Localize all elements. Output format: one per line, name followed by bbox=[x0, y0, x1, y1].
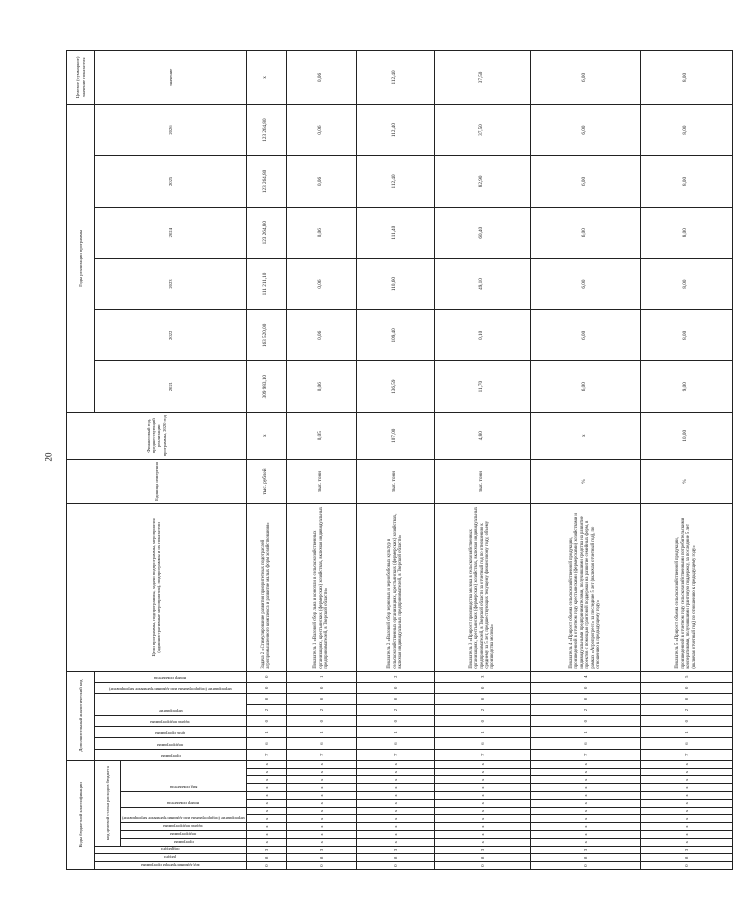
budget-code-cell: х bbox=[246, 831, 286, 839]
analytic-code-cell: 0 bbox=[246, 671, 286, 682]
indicator-name: Показатель 2 «Валовой сбор зерновых и зернобобовых культур в сельскохозяйственных организациях, крестьянских (фермерских) хозяйствах, включая индивидуальных предпринимателей, в Тверской области» bbox=[356, 504, 434, 671]
budget-code-cell: х bbox=[286, 760, 356, 768]
year-value: 6,00 bbox=[530, 310, 640, 361]
analytic-code-cell: 6 bbox=[246, 738, 286, 749]
analytic-code-cell: 0 bbox=[434, 682, 530, 693]
budget-code-cell: х bbox=[530, 815, 640, 823]
analytic-code-cell: 6 bbox=[286, 738, 356, 749]
budget-code-cell: х bbox=[356, 799, 434, 807]
analytic-code-cell: 0 bbox=[640, 682, 732, 693]
analytic-col-3: задача подпрограммы bbox=[150, 720, 191, 726]
target-value: 0,06 bbox=[286, 51, 356, 105]
year-value: 0,10 bbox=[434, 310, 530, 361]
analytic-col-6: номер показателя bbox=[154, 675, 187, 681]
analytic-code-cell: 2 bbox=[434, 705, 530, 716]
analytic-code-cell: 6 bbox=[640, 738, 732, 749]
analytic-code-cell: 7 bbox=[530, 749, 640, 760]
budget-code-cell: х bbox=[640, 823, 732, 831]
budget-code-cell: х bbox=[640, 760, 732, 768]
budget-code-cell: х bbox=[434, 831, 530, 839]
year-value: 11,70 bbox=[434, 361, 530, 412]
base-year-value: 107,00 bbox=[356, 412, 434, 459]
indicator-name: Показатель 4 «Прирост объема сельскохозяйственной продукции, произведенной в отчетном году крестьянскими (фермерскими) хозяйствами и индивидуальными предпринимателями, получившими средства на развитие проектов с помощью грантовой поддержки на развитие семейных ферм, в рамках «Агропрогресс» за последние 5 лет (включая отчетный год), по отношению к предыдущему году» bbox=[530, 504, 640, 671]
analytic-code-cell: 0 bbox=[530, 682, 640, 693]
budget-code-cell: х bbox=[530, 784, 640, 792]
budget-code-cell: 3 bbox=[286, 846, 356, 854]
budget-code-cell: х bbox=[434, 760, 530, 768]
target-value: 112,40 bbox=[356, 51, 434, 105]
budget-code-cell: 8 bbox=[434, 854, 530, 862]
analytic-col-2: цель программы bbox=[155, 731, 186, 737]
extra-right-col: вид показателя bbox=[169, 785, 198, 791]
table-row bbox=[356, 51, 434, 870]
budget-code-cell: х bbox=[246, 784, 286, 792]
unit-cell: тыс. тонн bbox=[434, 459, 530, 504]
analytic-code-cell: 2 bbox=[286, 705, 356, 716]
budget-code-cell: х bbox=[246, 838, 286, 846]
analytic-code-cell: 2 bbox=[356, 705, 434, 716]
year-value: 60,40 bbox=[434, 207, 530, 258]
base-year-value: х bbox=[530, 412, 640, 459]
analytic-code-cell: 0 bbox=[246, 693, 286, 704]
analytic-code-cell: 6 bbox=[356, 738, 434, 749]
budget-code-cell: х bbox=[246, 768, 286, 776]
year-value: 123 264,80 bbox=[246, 207, 286, 258]
goal-name-header: Цели программы, подпрограммы, задачи подпрограммы, мероприятия (административные мероприятия), подпрограммы и их показатели bbox=[67, 504, 247, 671]
year-value: 163 520,00 bbox=[246, 310, 286, 361]
budget-code-cell: х bbox=[530, 838, 640, 846]
budget-code-cell: х bbox=[246, 792, 286, 800]
analytic-code-cell: 7 bbox=[286, 749, 356, 760]
budget-code-cell: 8 bbox=[286, 854, 356, 862]
analytic-code-cell: 0 bbox=[286, 693, 356, 704]
target-header: Целевое (суммарное) значение показателя bbox=[67, 51, 95, 105]
analytic-col-4: мероприятие bbox=[158, 709, 183, 715]
budget-code-cell: 3 bbox=[356, 846, 434, 854]
analytic-col-0: программа bbox=[160, 753, 181, 759]
analytic-code-cell: 7 bbox=[434, 749, 530, 760]
year-value: 112,40 bbox=[356, 104, 434, 155]
target-value: 37,50 bbox=[434, 51, 530, 105]
indicator-name: Показатель 5 «Прирост объема сельскохозяйственной продукции, произведенной в отчетном году сельскохозяйственными потребительскими кооперативами, получившими грантовую поддержку, за последние 5 лет (включая отчетный год) по отношению к предыдущему году» bbox=[640, 504, 732, 671]
budget-code-cell: х bbox=[286, 838, 356, 846]
unit-cell: тыс. тонн bbox=[356, 459, 434, 504]
budget-code-cell: х bbox=[434, 815, 530, 823]
budget-col-1: раздел bbox=[164, 855, 177, 861]
year-value: 8,00 bbox=[640, 258, 732, 309]
budget-code-cell: х bbox=[434, 776, 530, 784]
budget-code-cell: х bbox=[640, 792, 732, 800]
table-row bbox=[530, 51, 640, 870]
budget-code-cell: 0 bbox=[434, 862, 530, 870]
budget-col-3: программа bbox=[173, 839, 194, 845]
analytic-code-cell: 0 bbox=[530, 693, 640, 704]
budget-code-cell: х bbox=[640, 799, 732, 807]
year-value: 6,00 bbox=[530, 361, 640, 412]
budget-code-cell: х bbox=[286, 768, 356, 776]
budget-code-cell: х bbox=[640, 815, 732, 823]
analytic-code-cell: 0 bbox=[356, 716, 434, 727]
budget-code-cell: х bbox=[434, 838, 530, 846]
year-value: 49,10 bbox=[434, 258, 530, 309]
budget-code-cell: х bbox=[246, 815, 286, 823]
analytic-code-cell: 2 bbox=[530, 705, 640, 716]
table-row bbox=[286, 51, 356, 870]
target-value: 8,00 bbox=[640, 51, 732, 105]
analytic-code-cell: 2 bbox=[356, 671, 434, 682]
budget-code-cell: х bbox=[640, 768, 732, 776]
analytic-code-cell: 0 bbox=[640, 716, 732, 727]
budget-codes-header: Коды бюджетной классификации bbox=[67, 760, 95, 869]
analytic-code-cell: 0 bbox=[356, 693, 434, 704]
year-value: 0,06 bbox=[286, 156, 356, 207]
year-value: 6,00 bbox=[530, 207, 640, 258]
analytic-code-cell: 0 bbox=[434, 693, 530, 704]
indicator-name: Задача 2 «Стимулирование развития приоритетных подотраслей агропромышленного комплекса и развитие малых форм хозяйствования» bbox=[246, 504, 286, 671]
analytic-code-cell: 0 bbox=[530, 716, 640, 727]
year-value: 136,59 bbox=[356, 361, 434, 412]
analytic-code-cell: 6 bbox=[434, 738, 530, 749]
budget-code-cell: 0 bbox=[640, 862, 732, 870]
budget-code-cell: х bbox=[640, 831, 732, 839]
year-value: 111 211,10 bbox=[246, 258, 286, 309]
budget-code-cell: х bbox=[434, 792, 530, 800]
year-2024: 2024 bbox=[95, 207, 247, 258]
year-value: 0,06 bbox=[286, 258, 356, 309]
budget-code-cell: х bbox=[286, 831, 356, 839]
base-year-value: х bbox=[246, 412, 286, 459]
kvr-group-header: код целевой статьи расходов бюджета bbox=[95, 760, 121, 846]
table-row bbox=[434, 51, 530, 870]
budget-code-cell: 8 bbox=[356, 854, 434, 862]
year-2022: 2022 bbox=[95, 310, 247, 361]
budget-code-cell: х bbox=[356, 815, 434, 823]
analytic-code-cell: 0 bbox=[246, 716, 286, 727]
value-header: значение bbox=[95, 51, 247, 105]
year-value: 0,06 bbox=[286, 310, 356, 361]
analytic-code-cell: 1 bbox=[286, 727, 356, 738]
analytic-code-cell: 5 bbox=[640, 671, 732, 682]
year-2025: 2025 bbox=[95, 156, 247, 207]
budget-code-cell: х bbox=[434, 807, 530, 815]
budget-code-cell: 8 bbox=[640, 854, 732, 862]
year-value: 0,06 bbox=[286, 361, 356, 412]
unit-cell: тыс. тонн bbox=[286, 459, 356, 504]
rotated-table-sheet bbox=[66, 50, 697, 870]
unit-cell: % bbox=[640, 459, 732, 504]
years-header: Годы реализации программы bbox=[67, 104, 95, 412]
analytic-code-cell: 3 bbox=[434, 671, 530, 682]
year-value: 123 264,80 bbox=[246, 104, 286, 155]
budget-col-0: код администратора программы bbox=[141, 863, 200, 868]
budget-code-cell: 8 bbox=[530, 854, 640, 862]
target-value: х bbox=[246, 51, 286, 105]
budget-code-cell: 3 bbox=[434, 846, 530, 854]
budget-code-cell: х bbox=[434, 799, 530, 807]
budget-code-cell: х bbox=[530, 792, 640, 800]
budget-code-cell: х bbox=[286, 807, 356, 815]
budget-code-cell: х bbox=[356, 768, 434, 776]
base-year-header: Финансовый год, предшествующий реализации программы, 2020 год bbox=[67, 412, 247, 459]
year-value: 309 983,10 bbox=[246, 361, 286, 412]
budget-code-cell: х bbox=[356, 807, 434, 815]
table-row bbox=[246, 51, 286, 870]
budget-code-cell: х bbox=[530, 768, 640, 776]
analytic-code-cell: 2 bbox=[640, 705, 732, 716]
base-year-value: 0,05 bbox=[286, 412, 356, 459]
budget-code-cell: х bbox=[530, 823, 640, 831]
budget-code-cell: 3 bbox=[246, 846, 286, 854]
budget-code-cell: 0 bbox=[286, 862, 356, 870]
budget-code-cell: х bbox=[356, 823, 434, 831]
budget-code-cell: х bbox=[640, 784, 732, 792]
budget-code-cell: 8 bbox=[246, 854, 286, 862]
budget-code-cell: 3 bbox=[530, 846, 640, 854]
budget-code-cell: х bbox=[434, 768, 530, 776]
budget-code-cell: х bbox=[640, 838, 732, 846]
year-value: 6,00 bbox=[530, 156, 640, 207]
year-value: 111,40 bbox=[356, 207, 434, 258]
program-indicators-table bbox=[66, 50, 733, 870]
year-value: 37,50 bbox=[434, 104, 530, 155]
analytic-code-cell: 7 bbox=[356, 749, 434, 760]
budget-code-cell: 0 bbox=[356, 862, 434, 870]
year-value: 6,00 bbox=[530, 258, 640, 309]
year-value: 8,00 bbox=[640, 104, 732, 155]
budget-code-cell: х bbox=[640, 776, 732, 784]
budget-code-cell: х bbox=[356, 760, 434, 768]
budget-code-cell: х bbox=[286, 784, 356, 792]
budget-code-cell: х bbox=[356, 792, 434, 800]
analytic-code-cell: 0 bbox=[434, 716, 530, 727]
analytic-code-cell: 2 bbox=[246, 705, 286, 716]
budget-code-cell: х bbox=[286, 792, 356, 800]
year-value: 110,60 bbox=[356, 258, 434, 309]
budget-col-5: задача подпрограммы bbox=[163, 824, 204, 830]
budget-code-cell: х bbox=[286, 815, 356, 823]
year-value: 9,00 bbox=[640, 361, 732, 412]
unit-cell: тыс. рублей bbox=[246, 459, 286, 504]
year-value: 8,00 bbox=[640, 156, 732, 207]
budget-col-7: номер показателя bbox=[167, 800, 200, 806]
budget-code-cell: х bbox=[530, 799, 640, 807]
budget-code-cell: х bbox=[286, 799, 356, 807]
budget-code-cell: х bbox=[356, 838, 434, 846]
indicator-name: Показатель 3 «Прирост производства молока в сельскохозяйственных организациях, крестьянских (фермерских) хозяйствах, включая индивидуальных предпринимателей, в Тверской области за отчетный год по отношению к среднему за 5 лет, предшествующих текущему финансовому году, объему производства молока» bbox=[434, 504, 530, 671]
budget-code-cell: 0 bbox=[246, 862, 286, 870]
budget-code-cell: х bbox=[434, 823, 530, 831]
year-2021: 2021 bbox=[95, 361, 247, 412]
budget-code-cell: х bbox=[640, 807, 732, 815]
year-2023: 2023 bbox=[95, 258, 247, 309]
budget-code-cell: х bbox=[246, 807, 286, 815]
budget-code-cell: х bbox=[246, 776, 286, 784]
analytic-code-cell: 1 bbox=[246, 727, 286, 738]
indicator-name: Показатель 1 «Валовой сбор льна и конопли в сельскохозяйственных организациях, крестьянских (фермерских) хозяйствах, включая индивидуальных предпринимателей, в Тверской области» bbox=[286, 504, 356, 671]
analytic-code-cell: 0 bbox=[286, 682, 356, 693]
analytic-code-cell: 1 bbox=[356, 727, 434, 738]
year-value: 6,00 bbox=[530, 104, 640, 155]
base-year-value: 4,80 bbox=[434, 412, 530, 459]
budget-code-cell: х bbox=[530, 807, 640, 815]
analytic-code-cell: 0 bbox=[640, 693, 732, 704]
budget-col-6: мероприятие (подпрограммы или административное мероприятие) bbox=[122, 816, 245, 822]
budget-code-cell: х bbox=[286, 776, 356, 784]
extra-codes-header: Дополнительный аналитический код bbox=[67, 671, 95, 760]
analytic-code-cell: 7 bbox=[640, 749, 732, 760]
year-value: 8,00 bbox=[640, 207, 732, 258]
budget-col-2: подраздел bbox=[161, 847, 180, 853]
year-2026: 2026 bbox=[95, 104, 247, 155]
analytic-code-cell: 1 bbox=[640, 727, 732, 738]
analytic-code-cell: 4 bbox=[530, 671, 640, 682]
budget-code-cell: х bbox=[246, 760, 286, 768]
analytic-col-1: подпрограмма bbox=[157, 742, 184, 748]
analytic-code-cell: 1 bbox=[286, 671, 356, 682]
table-row bbox=[640, 51, 732, 870]
budget-code-cell: х bbox=[356, 831, 434, 839]
analytic-col-5: мероприятие (подпрограммы или административное мероприятие) bbox=[109, 686, 232, 692]
budget-code-cell: х bbox=[530, 760, 640, 768]
analytic-code-cell: 0 bbox=[286, 716, 356, 727]
base-year-value: 10,00 bbox=[640, 412, 732, 459]
budget-code-cell: х bbox=[246, 799, 286, 807]
year-value: 0,06 bbox=[286, 104, 356, 155]
analytic-code-cell: 7 bbox=[246, 749, 286, 760]
analytic-code-cell: 6 bbox=[530, 738, 640, 749]
target-value: 6,00 bbox=[530, 51, 640, 105]
budget-code-cell: х bbox=[246, 823, 286, 831]
budget-code-cell: х bbox=[530, 831, 640, 839]
page-number: 20 bbox=[43, 452, 54, 462]
analytic-code-cell: 1 bbox=[434, 727, 530, 738]
unit-header: Единица измерения bbox=[67, 459, 247, 504]
budget-col-4: подпрограмма bbox=[170, 831, 197, 837]
budget-code-cell: 0 bbox=[530, 862, 640, 870]
budget-code-cell: х bbox=[434, 784, 530, 792]
budget-code-cell: х bbox=[356, 776, 434, 784]
budget-code-cell: 3 bbox=[640, 846, 732, 854]
analytic-code-cell: 1 bbox=[530, 727, 640, 738]
year-value: 82,90 bbox=[434, 156, 530, 207]
unit-cell: % bbox=[530, 459, 640, 504]
year-value: 112,40 bbox=[356, 156, 434, 207]
year-value: 109,40 bbox=[356, 310, 434, 361]
budget-code-cell: х bbox=[356, 784, 434, 792]
analytic-code-cell: 0 bbox=[246, 682, 286, 693]
year-value: 123 264,80 bbox=[246, 156, 286, 207]
budget-code-cell: х bbox=[530, 776, 640, 784]
year-value: 0,06 bbox=[286, 207, 356, 258]
budget-code-cell: х bbox=[286, 823, 356, 831]
year-value: 8,00 bbox=[640, 310, 732, 361]
analytic-code-cell: 0 bbox=[356, 682, 434, 693]
